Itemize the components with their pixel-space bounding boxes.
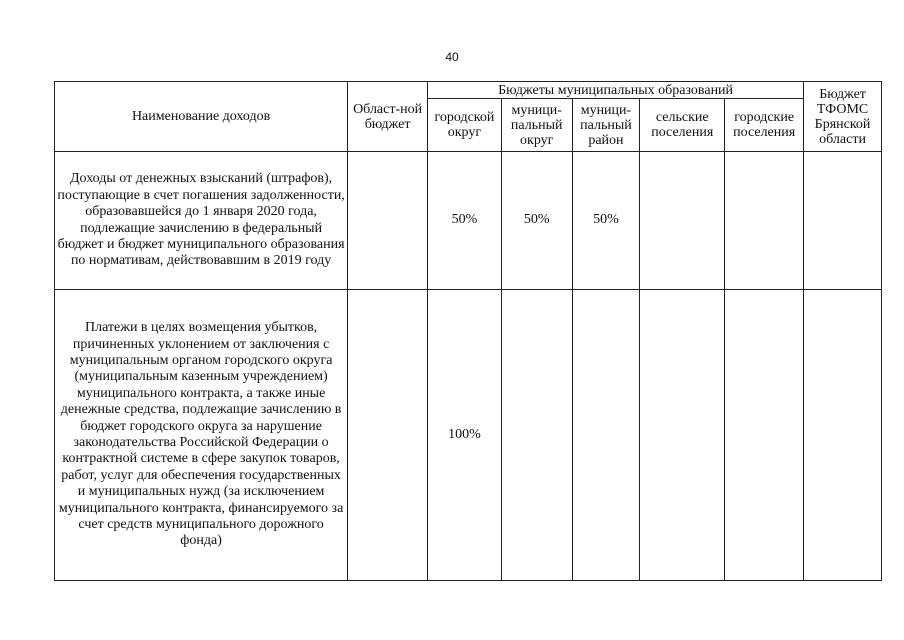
municipal-area-share-cell: 50%: [572, 152, 640, 290]
header-municipal-budgets: Бюджеты муниципальных образований: [428, 82, 804, 99]
regional-share-cell: [348, 290, 428, 581]
revenue-distribution-table: [54, 81, 882, 581]
header-revenue-name: Наименование доходов: [55, 82, 348, 152]
header-city-district: городской округ: [428, 99, 502, 152]
header-rural-settlements: сельские поселения: [640, 99, 725, 152]
header-municipal-area: муници-пальный район: [572, 99, 640, 152]
revenue-name-cell: Доходы от денежных взысканий (штрафов), поступающие в счет погашения задолженности, образовавшейся до 1 января 2020 года, подлежащие зачислению в федеральный бюджет и бюджет муниципального образования по нормативам, действовавшим в 2019 году: [55, 152, 348, 290]
municipal-area-share-cell: [572, 290, 640, 581]
rural-share-cell: [640, 290, 725, 581]
header-municipal-district: муници-пальный округ: [501, 99, 572, 152]
city-district-share-cell: 50%: [428, 152, 502, 290]
rural-share-cell: [640, 152, 725, 290]
header-row-top: [55, 82, 882, 99]
tfoms-share-cell: [804, 290, 882, 581]
regional-share-cell: [348, 152, 428, 290]
tfoms-share-cell: [804, 152, 882, 290]
page-number: 40: [445, 50, 459, 64]
municipal-district-share-cell: [501, 290, 572, 581]
urban-share-cell: [725, 290, 804, 581]
table-row: [55, 290, 882, 581]
city-district-share-cell: 100%: [428, 290, 502, 581]
header-urban-settlements: городские поселения: [725, 99, 804, 152]
municipal-district-share-cell: 50%: [501, 152, 572, 290]
header-tfoms-budget: Бюджет ТФОМС Брянской области: [804, 82, 882, 152]
table-row: [55, 152, 882, 290]
urban-share-cell: [725, 152, 804, 290]
revenue-name-cell: Платежи в целях возмещения убытков, причиненных уклонением от заключения с муниципальным органом городского округа (муниципальным казенным учреждением) муниципального контракта, а также иные денежные средства, подлежащие зачислению в бюджет городского округа за нарушение законодательства Российской Федерации о контрактной системе в сфере закупок товаров, работ, услуг для обеспечения государственных и муниципальных нужд (за исключением муниципального контракта, финансируемого за счет средств муниципального дорожного фонда): [55, 290, 348, 581]
header-regional-budget: Област-ной бюджет: [348, 82, 428, 152]
